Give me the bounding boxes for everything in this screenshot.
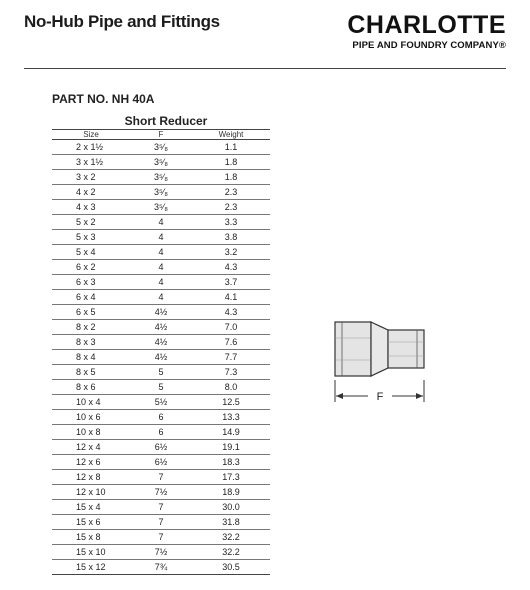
brand-subtitle: PIPE AND FOUNDRY COMPANY® xyxy=(352,40,506,51)
table-row xyxy=(52,185,270,200)
cell-weight: 1.8 xyxy=(192,155,270,170)
cell-f: 7 xyxy=(130,500,192,515)
cell-size: 12 x 6 xyxy=(52,455,130,470)
table-row xyxy=(52,560,270,575)
table-row xyxy=(52,365,270,380)
table-row xyxy=(52,320,270,335)
short-reducer-diagram xyxy=(330,318,430,408)
table-row xyxy=(52,545,270,560)
table-row xyxy=(52,275,270,290)
spec-table xyxy=(52,129,270,575)
cell-weight: 4.1 xyxy=(192,290,270,305)
cell-size: 10 x 8 xyxy=(52,425,130,440)
cell-f: 7½ xyxy=(130,545,192,560)
cell-f: 4½ xyxy=(130,305,192,320)
table-row xyxy=(52,260,270,275)
cell-size: 8 x 4 xyxy=(52,350,130,365)
table-row xyxy=(52,170,270,185)
cell-size: 15 x 8 xyxy=(52,530,130,545)
cell-f: 4½ xyxy=(130,335,192,350)
dimension-arrow-left xyxy=(336,393,343,399)
table-row xyxy=(52,425,270,440)
table-row xyxy=(52,470,270,485)
cell-f: 5½ xyxy=(130,395,192,410)
cell-weight: 4.3 xyxy=(192,260,270,275)
cell-weight: 30.0 xyxy=(192,500,270,515)
cell-f: 3⁵⁄₈ xyxy=(130,155,192,170)
table-row xyxy=(52,395,270,410)
cell-weight: 2.3 xyxy=(192,200,270,215)
table-body xyxy=(52,140,270,575)
cell-f: 6 xyxy=(130,410,192,425)
cell-weight: 30.5 xyxy=(192,560,270,575)
cell-f: 6½ xyxy=(130,440,192,455)
brand-name: CHARLOTTE xyxy=(347,11,506,39)
cell-weight: 19.1 xyxy=(192,440,270,455)
cell-f: 7 xyxy=(130,470,192,485)
cell-size: 5 x 3 xyxy=(52,230,130,245)
cell-weight: 12.5 xyxy=(192,395,270,410)
cell-weight: 3.3 xyxy=(192,215,270,230)
cell-f: 4 xyxy=(130,245,192,260)
reducer-large-end xyxy=(335,322,371,376)
table-row xyxy=(52,500,270,515)
table-row xyxy=(52,335,270,350)
part-number: PART NO. NH 40A xyxy=(52,92,155,106)
cell-size: 6 x 5 xyxy=(52,305,130,320)
cell-f: 7 xyxy=(130,515,192,530)
table-row xyxy=(52,410,270,425)
cell-weight: 1.1 xyxy=(192,140,270,155)
cell-size: 15 x 12 xyxy=(52,560,130,575)
cell-weight: 3.2 xyxy=(192,245,270,260)
cell-size: 15 x 10 xyxy=(52,545,130,560)
cell-weight: 4.3 xyxy=(192,305,270,320)
table-row xyxy=(52,530,270,545)
cell-size: 5 x 4 xyxy=(52,245,130,260)
table-row xyxy=(52,455,270,470)
table-row xyxy=(52,485,270,500)
cell-f: 3⁵⁄₈ xyxy=(130,170,192,185)
document-title: No-Hub Pipe and Fittings xyxy=(24,12,220,31)
cell-f: 4½ xyxy=(130,320,192,335)
cell-size: 6 x 4 xyxy=(52,290,130,305)
table-row xyxy=(52,245,270,260)
cell-weight: 18.9 xyxy=(192,485,270,500)
dimension-label-f: F xyxy=(376,391,384,403)
header-divider xyxy=(24,68,506,69)
cell-f: 4½ xyxy=(130,350,192,365)
cell-weight: 13.3 xyxy=(192,410,270,425)
cell-weight: 3.8 xyxy=(192,230,270,245)
cell-size: 3 x 1½ xyxy=(52,155,130,170)
cell-f: 4 xyxy=(130,275,192,290)
dimension-arrow-right xyxy=(416,393,423,399)
cell-f: 5 xyxy=(130,365,192,380)
cell-weight: 18.3 xyxy=(192,455,270,470)
cell-f: 3⁵⁄₈ xyxy=(130,200,192,215)
reducer-taper xyxy=(371,322,388,376)
short-reducer-table xyxy=(52,114,270,575)
cell-size: 15 x 6 xyxy=(52,515,130,530)
cell-f: 4 xyxy=(130,230,192,245)
cell-size: 10 x 6 xyxy=(52,410,130,425)
column-header-size: Size xyxy=(52,130,130,140)
cell-f: 7 xyxy=(130,530,192,545)
column-header-f: F xyxy=(130,130,192,140)
cell-weight: 32.2 xyxy=(192,530,270,545)
cell-size: 12 x 8 xyxy=(52,470,130,485)
table-row xyxy=(52,230,270,245)
table-row xyxy=(52,200,270,215)
table-row xyxy=(52,515,270,530)
cell-size: 6 x 2 xyxy=(52,260,130,275)
cell-f: 4 xyxy=(130,290,192,305)
cell-f: 3⁵⁄₈ xyxy=(130,185,192,200)
cell-size: 5 x 2 xyxy=(52,215,130,230)
table-row xyxy=(52,440,270,455)
cell-f: 4 xyxy=(130,260,192,275)
table-row xyxy=(52,155,270,170)
cell-weight: 32.2 xyxy=(192,545,270,560)
cell-size: 4 x 2 xyxy=(52,185,130,200)
cell-size: 12 x 4 xyxy=(52,440,130,455)
brand-logo xyxy=(306,13,506,51)
cell-weight: 1.8 xyxy=(192,170,270,185)
cell-weight: 7.3 xyxy=(192,365,270,380)
cell-f: 6 xyxy=(130,425,192,440)
cell-size: 2 x 1½ xyxy=(52,140,130,155)
cell-weight: 31.8 xyxy=(192,515,270,530)
table-title: Short Reducer xyxy=(124,114,208,128)
table-row xyxy=(52,380,270,395)
cell-weight: 3.7 xyxy=(192,275,270,290)
cell-weight: 17.3 xyxy=(192,470,270,485)
table-row xyxy=(52,350,270,365)
cell-size: 10 x 4 xyxy=(52,395,130,410)
table-row xyxy=(52,305,270,320)
cell-size: 12 x 10 xyxy=(52,485,130,500)
cell-f: 6½ xyxy=(130,455,192,470)
cell-size: 6 x 3 xyxy=(52,275,130,290)
cell-weight: 7.0 xyxy=(192,320,270,335)
cell-size: 8 x 3 xyxy=(52,335,130,350)
cell-weight: 2.3 xyxy=(192,185,270,200)
cell-size: 4 x 3 xyxy=(52,200,130,215)
cell-size: 8 x 6 xyxy=(52,380,130,395)
cell-weight: 14.9 xyxy=(192,425,270,440)
cell-size: 3 x 2 xyxy=(52,170,130,185)
cell-f: 7½ xyxy=(130,485,192,500)
column-header-weight: Weight xyxy=(192,130,270,140)
reducer-small-end xyxy=(388,330,424,368)
cell-size: 8 x 2 xyxy=(52,320,130,335)
cell-f: 3⁵⁄₈ xyxy=(130,140,192,155)
table-header-row xyxy=(52,130,270,140)
cell-f: 7¾ xyxy=(130,560,192,575)
table-row xyxy=(52,215,270,230)
cell-f: 4 xyxy=(130,215,192,230)
cell-weight: 7.7 xyxy=(192,350,270,365)
table-row xyxy=(52,140,270,155)
cell-size: 15 x 4 xyxy=(52,500,130,515)
cell-weight: 8.0 xyxy=(192,380,270,395)
table-row xyxy=(52,290,270,305)
cell-f: 5 xyxy=(130,380,192,395)
cell-weight: 7.6 xyxy=(192,335,270,350)
cell-size: 8 x 5 xyxy=(52,365,130,380)
